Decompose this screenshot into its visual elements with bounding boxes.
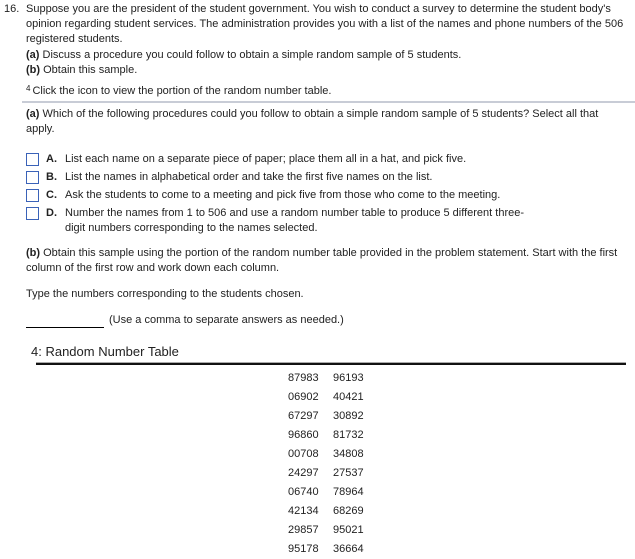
- part-a-question: [26, 107, 626, 137]
- table-cell: 68269: [333, 505, 364, 517]
- part-a-label: (a): [26, 108, 40, 120]
- section-divider: [22, 101, 635, 103]
- option-c[interactable]: [26, 188, 626, 203]
- option-a-text: List each name on a separate piece of paper; place them all in a hat, and pick five.: [65, 153, 467, 165]
- table-cell: 29857: [288, 524, 319, 536]
- table-cell: 95178: [288, 543, 319, 555]
- option-d-letter: D.: [46, 207, 57, 219]
- table-cell: 87983: [288, 372, 319, 384]
- table-row: [288, 407, 364, 426]
- option-b-text: List the names in alphabetical order and take the first five names on the list.: [65, 171, 433, 183]
- part-a-summary: [26, 48, 461, 63]
- random-number-table: [288, 369, 364, 559]
- checkbox-c[interactable]: [26, 189, 39, 202]
- table-row: [288, 502, 364, 521]
- part-b-question: [26, 246, 634, 276]
- random-table-title: 4: Random Number Table: [31, 344, 179, 359]
- table-cell: 81732: [333, 429, 364, 441]
- option-c-text: Ask the students to come to a meeting and pick five from those who come to the meeting.: [65, 189, 501, 201]
- option-d[interactable]: [26, 206, 626, 236]
- option-c-letter: C.: [46, 189, 57, 201]
- table-cell: 36664: [333, 543, 364, 555]
- option-a[interactable]: [26, 152, 626, 167]
- table-cell: 24297: [288, 467, 319, 479]
- table-cell: 67297: [288, 410, 319, 422]
- table-row: [288, 540, 364, 559]
- part-b-summary-label: (b): [26, 64, 41, 76]
- random-table-rule: [36, 362, 626, 365]
- checkbox-d[interactable]: [26, 207, 39, 220]
- footnote-icon[interactable]: 4: [26, 84, 31, 93]
- table-cell: 34808: [333, 448, 364, 460]
- table-cell: 96193: [333, 372, 364, 384]
- question-parts: [26, 48, 461, 78]
- table-row: [288, 445, 364, 464]
- table-cell: 06902: [288, 391, 319, 403]
- table-cell: 06740: [288, 486, 319, 498]
- table-cell: 95021: [333, 524, 364, 536]
- table-cell: 96860: [288, 429, 319, 441]
- question-prompt: Suppose you are the president of the student government. You wish to conduct a survey to determine the student body's opinion regarding student services. The administration provides you with a list of the names and phone numbers of the 506 registered students.: [26, 3, 624, 45]
- table-row: [288, 464, 364, 483]
- table-cell: 42134: [288, 505, 319, 517]
- table-footnote-link[interactable]: [26, 81, 331, 99]
- part-a-summary-label: (a): [26, 49, 40, 61]
- answer-input[interactable]: [26, 313, 104, 328]
- answer-options: [26, 152, 626, 239]
- table-cell: 00708: [288, 448, 319, 460]
- answer-instruction: Type the numbers corresponding to the students chosen.: [26, 288, 304, 300]
- table-cell: 27537: [333, 467, 364, 479]
- table-cell: 40421: [333, 391, 364, 403]
- option-b-letter: B.: [46, 171, 57, 183]
- table-row: [288, 369, 364, 388]
- part-b-summary-text: Obtain this sample.: [40, 64, 138, 76]
- answer-hint: (Use a comma to separate answers as needed.): [109, 314, 344, 326]
- part-a-summary-text: Discuss a procedure you could follow to obtain a simple random sample of 5 students.: [39, 49, 462, 61]
- table-cell: 78964: [333, 486, 364, 498]
- table-row: [288, 483, 364, 502]
- question-number: 16.: [4, 3, 20, 15]
- part-b-summary: [26, 63, 461, 78]
- part-a-text: Which of the following procedures could you follow to obtain a simple random sample of 5 students? Select all that apply.: [26, 108, 599, 135]
- checkbox-a[interactable]: [26, 153, 39, 166]
- footnote-text: Click the icon to view the portion of the random number table.: [32, 85, 332, 97]
- table-cell: 30892: [333, 410, 364, 422]
- checkbox-b[interactable]: [26, 171, 39, 184]
- part-b-text: Obtain this sample using the portion of the random number table provided in the problem statement. Start with the first column of the first row and work down each column.: [26, 247, 618, 274]
- table-row: [288, 388, 364, 407]
- option-b[interactable]: [26, 170, 626, 185]
- option-d-text: Number the names from 1 to 506 and use a random number table to produce 5 different three-digit numbers corresponding to the names selected.: [65, 207, 525, 234]
- table-row: [288, 521, 364, 540]
- option-a-letter: A.: [46, 153, 57, 165]
- table-row: [288, 426, 364, 445]
- part-b-label: (b): [26, 247, 41, 259]
